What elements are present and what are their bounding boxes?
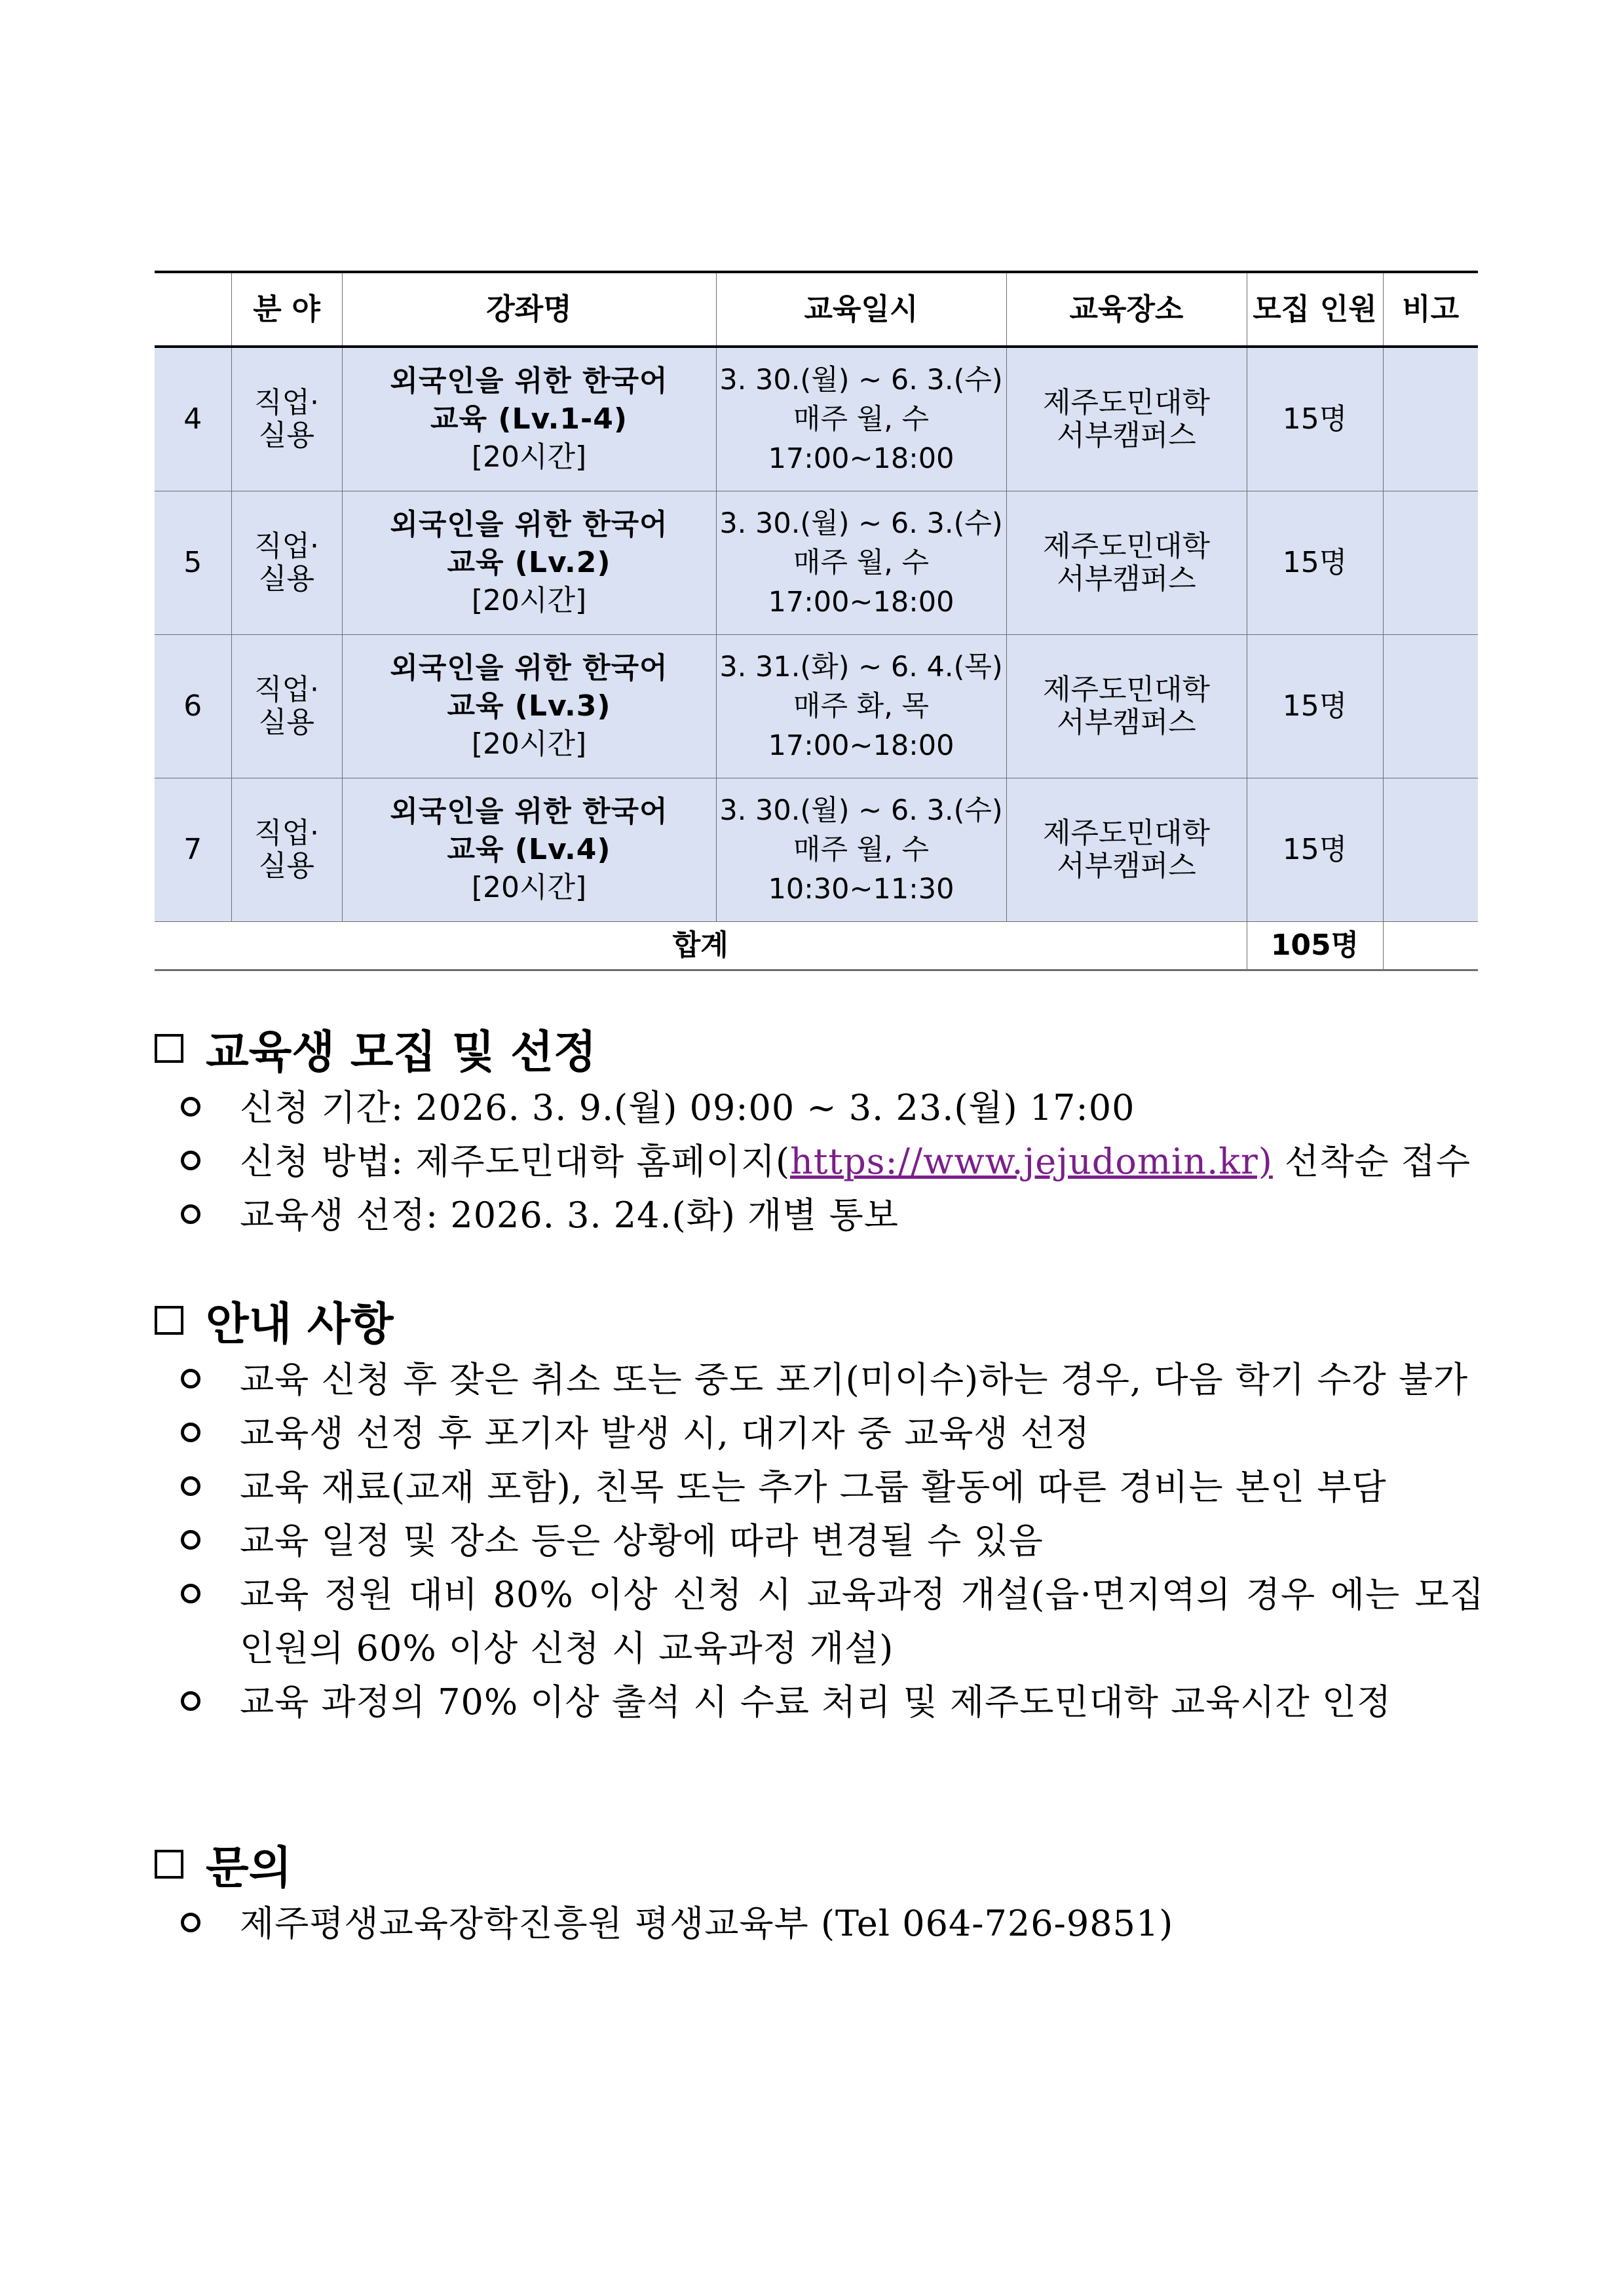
recruit-list <box>155 1081 1484 1242</box>
homepage-link[interactable]: https://www.jejudomin.kr) <box>790 1141 1273 1182</box>
field-cell <box>231 635 342 778</box>
inquiry-heading <box>155 1831 1484 1897</box>
notice-item: 교육 과정의 70% 이상 출석 시 수료 처리 및 제주도민대학 교육시간 인정 <box>240 1681 1392 1723</box>
notice-section <box>155 1288 1484 1729</box>
field-line2: 실용 <box>258 562 314 596</box>
class-days: 매주 화, 목 <box>793 690 930 723</box>
list-item <box>155 1081 1484 1135</box>
class-days: 매주 월, 수 <box>793 546 930 579</box>
table-row <box>155 491 1478 635</box>
apply-method-prefix: 신청 방법: 제주도민대학 홈페이지( <box>240 1141 791 1182</box>
course-hours: [20시간] <box>471 871 587 904</box>
circle-bullet-icon <box>181 1423 200 1442</box>
course-title-line1: 외국인을 위한 한국어 <box>390 651 668 685</box>
class-time: 17:00~18:00 <box>768 442 954 475</box>
header-datetime: 교육일시 <box>716 272 1006 347</box>
note-cell <box>1383 347 1478 491</box>
capacity-cell: 15명 <box>1247 491 1383 635</box>
class-time: 17:00~18:00 <box>768 729 954 762</box>
list-item <box>155 1461 1484 1514</box>
inquiry-title: 문의 <box>206 1842 292 1894</box>
list-item <box>155 1675 1484 1729</box>
field-cell <box>231 778 342 922</box>
course-hours: [20시간] <box>471 584 587 617</box>
inquiry-list <box>155 1897 1484 1951</box>
place-cell <box>1006 635 1247 778</box>
total-row <box>155 922 1478 970</box>
place-cell <box>1006 347 1247 491</box>
class-days: 매주 월, 수 <box>793 833 930 866</box>
place-line2: 서부캠퍼스 <box>1057 849 1196 883</box>
capacity-cell: 15명 <box>1247 347 1383 491</box>
note-cell <box>1383 491 1478 635</box>
square-bullet-icon <box>155 1850 183 1879</box>
course-title-line2: 교육 (Lv.3) <box>447 689 611 723</box>
course-title-line2: 교육 (Lv.1-4) <box>430 402 628 436</box>
list-item <box>155 1897 1484 1951</box>
notice-item: 교육 일정 및 장소 등은 상황에 따라 변경될 수 있음 <box>240 1520 1044 1561</box>
list-item <box>155 1189 1484 1242</box>
list-item <box>155 1407 1484 1461</box>
field-line2: 실용 <box>258 419 314 452</box>
place-line1: 제주도민대학 <box>1042 386 1211 419</box>
header-capacity-line1: 모집 <box>1253 292 1310 326</box>
course-title-line2: 교육 (Lv.2) <box>447 546 611 579</box>
header-capacity <box>1247 272 1383 347</box>
date-range: 3. 30.(월) ~ 6. 3.(수) <box>719 364 1003 396</box>
course-cell <box>342 491 716 635</box>
place-line2: 서부캠퍼스 <box>1057 706 1196 739</box>
row-number: 4 <box>155 347 231 491</box>
apply-period: 신청 기간: 2026. 3. 9.(월) 09:00 ~ 3. 23.(월) 17:00 <box>240 1087 1135 1128</box>
datetime-cell <box>716 635 1006 778</box>
header-no <box>155 272 231 347</box>
inquiry-contact: 제주평생교육장학진흥원 평생교육부 (Tel 064-726-9851) <box>240 1903 1174 1944</box>
course-table <box>155 271 1478 971</box>
datetime-cell <box>716 347 1006 491</box>
table-row <box>155 347 1478 491</box>
circle-bullet-icon <box>181 1584 200 1603</box>
list-item <box>155 1568 1484 1675</box>
list-item <box>155 1135 1484 1189</box>
course-cell <box>342 778 716 922</box>
date-range: 3. 31.(화) ~ 6. 4.(목) <box>719 651 1003 683</box>
course-cell <box>342 347 716 491</box>
list-item <box>155 1514 1484 1568</box>
class-time: 10:30~11:30 <box>768 873 954 906</box>
field-line2: 실용 <box>258 849 314 883</box>
field-cell <box>231 347 342 491</box>
row-number: 6 <box>155 635 231 778</box>
header-field: 분 야 <box>231 272 342 347</box>
notice-list <box>155 1353 1484 1729</box>
course-hours: [20시간] <box>471 440 587 474</box>
notice-item: 교육 정원 대비 80% 이상 신청 시 교육과정 개설(읍·면지역의 경우 에는 모집인원의 60% 이상 신청 시 교육과정 개설) <box>240 1574 1484 1669</box>
circle-bullet-icon <box>181 1204 200 1224</box>
recruit-title: 교육생 모집 및 선정 <box>206 1026 597 1079</box>
total-label: 합계 <box>155 922 1247 970</box>
circle-bullet-icon <box>181 1097 200 1117</box>
header-capacity-line2: 인원 <box>1319 292 1377 326</box>
header-note: 비고 <box>1383 272 1478 347</box>
date-range: 3. 30.(월) ~ 6. 3.(수) <box>719 507 1003 540</box>
notice-item: 교육 재료(교재 포함), 친목 또는 추가 그룹 활동에 따른 경비는 본인 부담 <box>240 1466 1387 1508</box>
table-row <box>155 778 1478 922</box>
datetime-cell <box>716 491 1006 635</box>
place-line1: 제주도민대학 <box>1042 529 1211 563</box>
row-number: 7 <box>155 778 231 922</box>
course-cell <box>342 635 716 778</box>
field-line1: 직업· <box>254 673 319 706</box>
place-cell <box>1006 491 1247 635</box>
circle-bullet-icon <box>181 1691 200 1711</box>
capacity-cell: 15명 <box>1247 778 1383 922</box>
course-hours: [20시간] <box>471 727 587 761</box>
circle-bullet-icon <box>181 1913 200 1932</box>
row-number: 5 <box>155 491 231 635</box>
course-title-line2: 교육 (Lv.4) <box>447 833 611 866</box>
field-line2: 실용 <box>258 706 314 739</box>
circle-bullet-icon <box>181 1530 200 1550</box>
notice-heading <box>155 1288 1484 1353</box>
list-item <box>155 1353 1484 1407</box>
date-range: 3. 30.(월) ~ 6. 3.(수) <box>719 794 1003 827</box>
header-place: 교육장소 <box>1006 272 1247 347</box>
datetime-cell <box>716 778 1006 922</box>
inquiry-section <box>155 1831 1484 1951</box>
recruit-heading <box>155 1016 1484 1081</box>
notice-item: 교육 신청 후 잦은 취소 또는 중도 포기(미이수)하는 경우, 다음 학기 수강 불가 <box>240 1359 1469 1400</box>
circle-bullet-icon <box>181 1151 200 1170</box>
total-note <box>1383 922 1478 970</box>
notice-item: 교육생 선정 후 포기자 발생 시, 대기자 중 교육생 선정 <box>240 1413 1091 1454</box>
header-course: 강좌명 <box>342 272 716 347</box>
place-line2: 서부캠퍼스 <box>1057 419 1196 452</box>
square-bullet-icon <box>155 1306 183 1335</box>
course-title-line1: 외국인을 위한 한국어 <box>390 795 668 828</box>
place-line1: 제주도민대학 <box>1042 816 1211 850</box>
circle-bullet-icon <box>181 1369 200 1388</box>
total-capacity: 105명 <box>1247 922 1383 970</box>
table-row <box>155 635 1478 778</box>
table-header-row <box>155 272 1478 347</box>
recruit-section <box>155 1016 1484 1242</box>
place-line2: 서부캠퍼스 <box>1057 562 1196 596</box>
notice-title: 안내 사항 <box>206 1298 394 1350</box>
field-cell <box>231 491 342 635</box>
place-cell <box>1006 778 1247 922</box>
class-time: 17:00~18:00 <box>768 586 954 619</box>
selection-notice: 교육생 선정: 2026. 3. 24.(화) 개별 통보 <box>240 1195 899 1236</box>
field-line1: 직업· <box>254 529 319 563</box>
square-bullet-icon <box>155 1034 183 1063</box>
course-title-line1: 외국인을 위한 한국어 <box>390 364 668 398</box>
class-days: 매주 월, 수 <box>793 403 930 436</box>
apply-method-suffix: 선착순 접수 <box>1272 1141 1471 1182</box>
field-line1: 직업· <box>254 816 319 850</box>
field-line1: 직업· <box>254 386 319 419</box>
circle-bullet-icon <box>181 1476 200 1496</box>
course-title-line1: 외국인을 위한 한국어 <box>390 508 668 541</box>
note-cell <box>1383 778 1478 922</box>
place-line1: 제주도민대학 <box>1042 673 1211 706</box>
capacity-cell: 15명 <box>1247 635 1383 778</box>
note-cell <box>1383 635 1478 778</box>
